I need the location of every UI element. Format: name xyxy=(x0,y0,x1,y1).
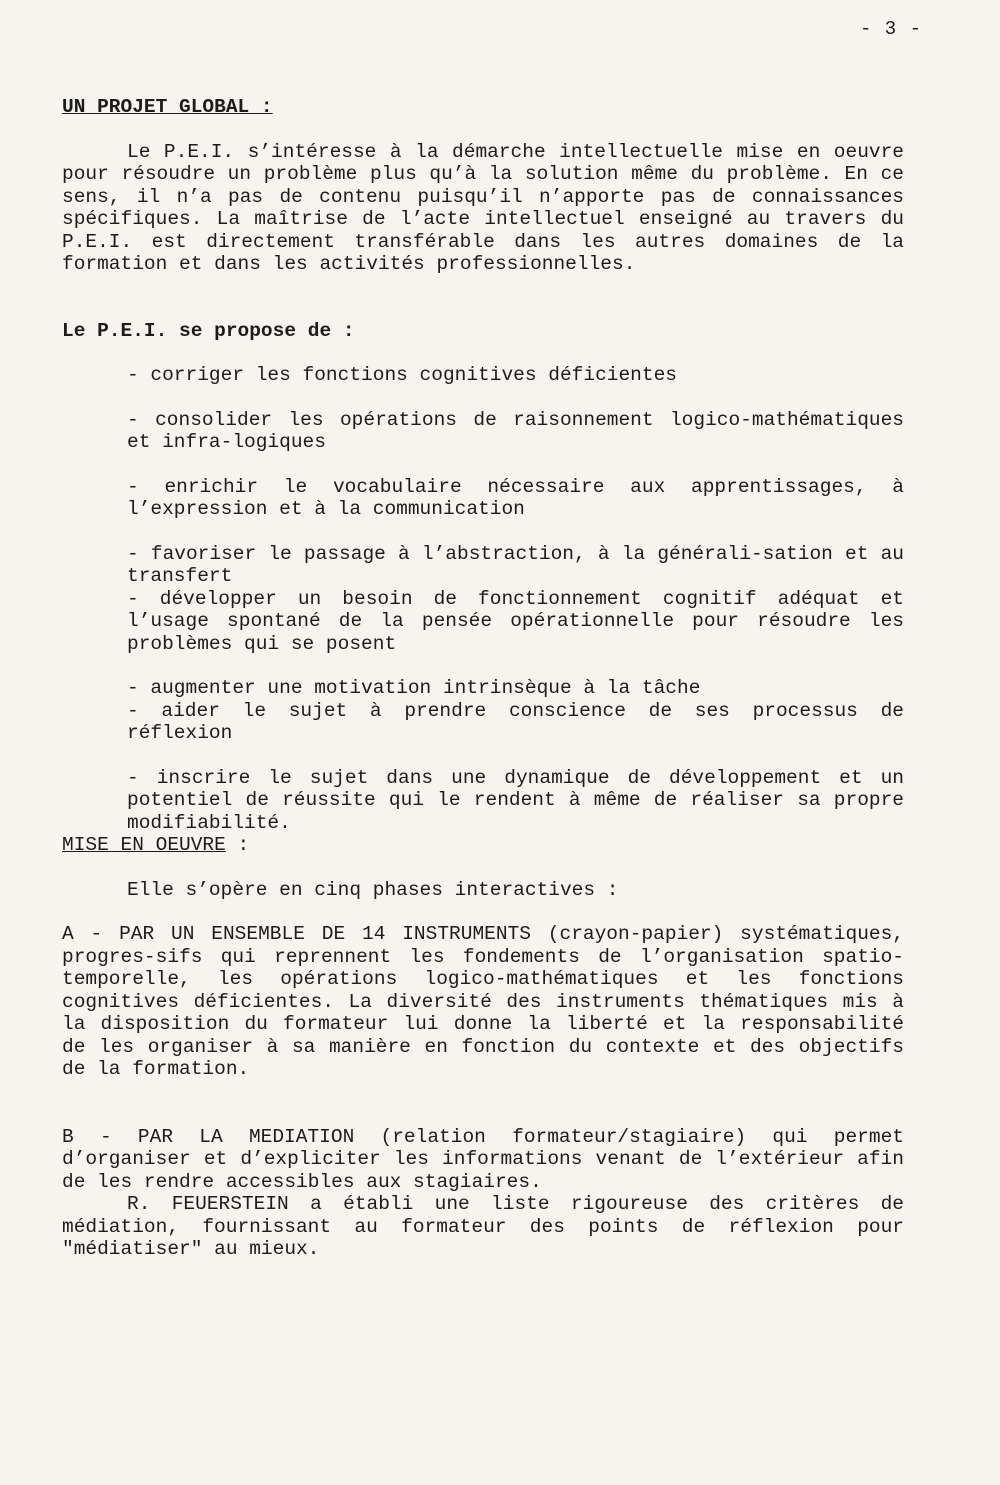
objective-item: - enrichir le vocabulaire nécessaire aux apprentissages, à l’expression et à la communication xyxy=(127,475,904,520)
objective-item: - augmenter une motivation intrinsèque à la tâche xyxy=(127,677,701,699)
phases-lead-in: Elle s’opère en cinq phases interactives : xyxy=(127,878,619,901)
objective-item: - inscrire le sujet dans une dynamique de développement et un potentiel de réussite qui le rendent à même de réaliser sa propre modifiabilité. xyxy=(127,766,904,834)
objective-item: - favoriser le passage à l’abstraction, à la générali-sation et au transfert xyxy=(127,542,904,587)
phase-b-followup-paragraph: R. FEUERSTEIN a établi une liste rigoureuse des critères de médiation, fournissant au formateur des points de réflexion pour "médiatiser" au mieux. xyxy=(62,1193,904,1260)
objectives-list xyxy=(62,364,904,834)
objectives-heading: Le P.E.I. se propose de : xyxy=(62,319,355,342)
document-body xyxy=(62,96,904,1261)
section-heading-global-project: UN PROJET GLOBAL : xyxy=(62,96,273,118)
phase-a-paragraph: A - PAR UN ENSEMBLE DE 14 INSTRUMENTS (crayon-papier) systématiques, progres-sifs qui reprennent les fondements de l’organisation spatio-temporelle, les opérations logico-mathématiques et les fonctions cognitives déficientes. La diversité des instruments thématiques mis à la disposition du formateur lui donne la liberté et la responsabilité de les organiser à sa manière en fonction du contexte et des objectifs de la formation. xyxy=(62,923,904,1080)
implementation-heading xyxy=(62,834,904,857)
phase-b-paragraph: B - PAR LA MEDIATION (relation formateur/stagiaire) qui permet d’organiser et d’expliciter les informations venant de l’extérieur afin de les rendre accessibles aux stagiaires. xyxy=(62,1125,904,1193)
implementation-heading-text: MISE EN OEUVRE xyxy=(62,834,226,856)
objective-item: - développer un besoin de fonctionnement cognitif adéquat et l’usage spontané de la pensée opérationnelle pour résoudre les problèmes qui se posent xyxy=(127,587,904,655)
page-number: - 3 - xyxy=(859,18,922,40)
objective-item: - consolider les opérations de raisonnement logico-mathématiques et infra-logiques xyxy=(127,408,904,453)
objective-item: - aider le sujet à prendre conscience de ses processus de réflexion xyxy=(127,699,904,744)
objective-item: - corriger les fonctions cognitives déficientes xyxy=(127,364,677,386)
implementation-heading-suffix: : xyxy=(225,834,250,856)
global-project-paragraph: Le P.E.I. s’intéresse à la démarche intellectuelle mise en oeuvre pour résoudre un problème plus qu’à la solution même du problème. En ce sens, il n’a pas de contenu puisqu’il n’apporte pas de connaissances spécifiques. La maîtrise de l’acte intellectuel enseigné au travers du P.E.I. est directement transférable dans les autres domaines de la formation et dans les activités professionnelles. xyxy=(62,140,904,275)
